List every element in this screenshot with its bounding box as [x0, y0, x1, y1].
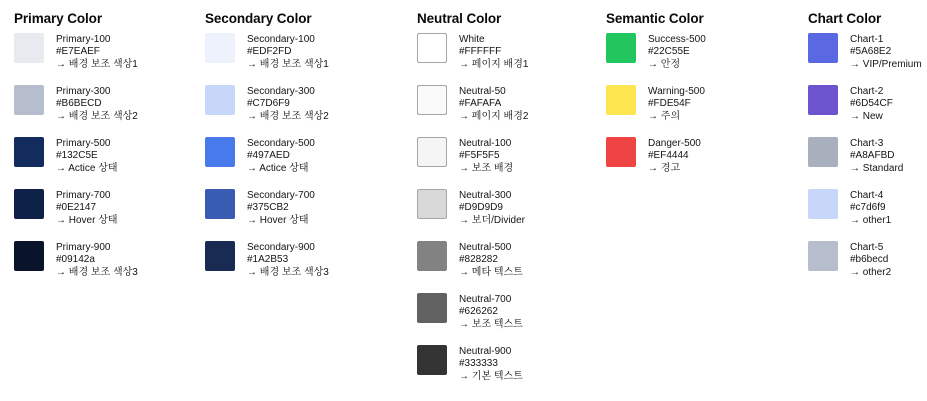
swatch-hex: #FAFAFA — [459, 98, 502, 110]
swatch-name: Chart-1 — [850, 34, 884, 45]
column-title: Neutral Color — [417, 11, 502, 26]
swatch-text — [56, 86, 138, 123]
swatch-row — [417, 241, 607, 278]
swatch-text — [247, 190, 315, 227]
swatch-name: Primary-500 — [56, 138, 111, 149]
swatch-hex: #1A2B53 — [247, 254, 289, 266]
swatch-text — [459, 190, 525, 227]
swatch-text — [247, 86, 329, 123]
color-column — [205, 11, 395, 293]
swatch-row — [808, 189, 923, 226]
swatch-hex: #22C55E — [648, 46, 690, 58]
swatch-usage: → Standard — [850, 162, 904, 174]
color-swatch — [14, 33, 44, 63]
swatch-row — [808, 85, 923, 122]
swatch-hex: #B6BECD — [56, 98, 102, 110]
swatch-usage: → 보조 배경 — [459, 162, 514, 174]
swatch-hex: #132C5E — [56, 150, 98, 162]
swatch-hex: #b6becd — [850, 254, 889, 266]
swatch-row — [417, 345, 607, 382]
swatch-usage: → other2 — [850, 266, 892, 278]
column-title: Chart Color — [808, 11, 882, 26]
swatch-name: Secondary-300 — [247, 86, 315, 97]
swatch-name: Secondary-900 — [247, 242, 315, 253]
swatch-row — [14, 85, 204, 122]
swatch-text — [850, 242, 891, 279]
swatch-usage: → 배경 보조 색상3 — [247, 266, 329, 278]
swatch-name: Secondary-100 — [247, 34, 315, 45]
color-swatch — [606, 137, 636, 167]
color-swatch — [808, 33, 838, 63]
color-swatch — [417, 137, 447, 167]
swatch-hex: #EF4444 — [648, 150, 689, 162]
swatch-usage: → Actice 상태 — [56, 162, 118, 174]
color-swatch — [14, 85, 44, 115]
swatch-row — [606, 33, 796, 70]
swatch-usage: → 보더/Divider — [459, 214, 525, 226]
swatch-name: Neutral-500 — [459, 242, 512, 253]
swatch-name: White — [459, 34, 485, 45]
column-title: Primary Color — [14, 11, 102, 26]
color-swatch — [606, 33, 636, 63]
swatch-text — [850, 86, 893, 123]
swatch-text — [850, 190, 891, 227]
swatch-text — [459, 242, 523, 279]
swatch-usage: → New — [850, 110, 883, 122]
swatch-name: Neutral-700 — [459, 294, 512, 305]
swatch-text — [648, 138, 701, 175]
swatch-rows — [417, 33, 607, 382]
swatch-name: Secondary-700 — [247, 190, 315, 201]
swatch-usage: → 배경 보조 색상3 — [56, 266, 138, 278]
swatch-text — [247, 34, 329, 71]
swatch-hex: #FFFFFF — [459, 46, 502, 58]
swatch-text — [648, 86, 705, 123]
swatch-text — [56, 242, 138, 279]
color-swatch — [14, 241, 44, 271]
swatch-row — [14, 189, 204, 226]
swatch-text — [247, 138, 315, 175]
swatch-hex: #5A68E2 — [850, 46, 892, 58]
color-column — [606, 11, 796, 189]
swatch-name: Primary-300 — [56, 86, 111, 97]
swatch-hex: #09142a — [56, 254, 95, 266]
swatch-row — [417, 137, 607, 174]
color-swatch — [417, 241, 447, 271]
swatch-hex: #A8AFBD — [850, 150, 895, 162]
swatch-hex: #FDE54F — [648, 98, 691, 110]
color-column — [808, 11, 923, 293]
swatch-hex: #EDF2FD — [247, 46, 292, 58]
swatch-text — [850, 138, 903, 175]
color-swatch — [417, 189, 447, 219]
swatch-row — [417, 85, 607, 122]
swatch-name: Chart-2 — [850, 86, 884, 97]
swatch-row — [808, 33, 923, 70]
swatch-rows — [14, 33, 204, 278]
color-swatch — [808, 137, 838, 167]
swatch-row — [417, 33, 607, 70]
swatch-usage: → 보조 텍스트 — [459, 318, 523, 330]
swatch-hex: #626262 — [459, 306, 498, 318]
swatch-hex: #375CB2 — [247, 202, 289, 214]
color-swatch — [808, 189, 838, 219]
swatch-usage: → 배경 보조 색상1 — [247, 58, 329, 70]
swatch-text — [850, 34, 922, 71]
swatch-row — [606, 85, 796, 122]
swatch-usage: → VIP/Premium — [850, 58, 922, 70]
swatch-text — [459, 34, 528, 71]
swatch-hex: #333333 — [459, 358, 498, 370]
swatch-row — [14, 137, 204, 174]
swatch-text — [459, 294, 523, 331]
swatch-name: Success-500 — [648, 34, 706, 45]
swatch-usage: → 배경 보조 색상2 — [247, 110, 329, 122]
swatch-row — [205, 33, 395, 70]
swatch-usage: → Hover 상태 — [56, 214, 118, 226]
swatch-row — [14, 241, 204, 278]
swatch-name: Secondary-500 — [247, 138, 315, 149]
swatch-text — [459, 138, 513, 175]
swatch-usage: → 주의 — [648, 110, 681, 122]
color-column — [417, 11, 607, 397]
swatch-name: Danger-500 — [648, 138, 701, 149]
color-swatch — [606, 85, 636, 115]
swatch-hex: #6D54CF — [850, 98, 893, 110]
swatch-text — [648, 34, 706, 71]
swatch-name: Chart-3 — [850, 138, 884, 149]
color-swatch — [205, 189, 235, 219]
color-swatch — [205, 137, 235, 167]
color-swatch — [205, 241, 235, 271]
swatch-text — [56, 34, 138, 71]
swatch-usage: → 메타 텍스트 — [459, 266, 523, 278]
swatch-row — [205, 189, 395, 226]
swatch-usage: → other1 — [850, 214, 892, 226]
swatch-row — [808, 241, 923, 278]
swatch-text — [459, 86, 528, 123]
swatch-name: Neutral-100 — [459, 138, 512, 149]
color-swatch — [417, 33, 447, 63]
column-title: Secondary Color — [205, 11, 312, 26]
swatch-name: Chart-4 — [850, 190, 884, 201]
swatch-row — [606, 137, 796, 174]
swatch-row — [417, 293, 607, 330]
swatch-hex: #497AED — [247, 150, 290, 162]
swatch-name: Neutral-300 — [459, 190, 512, 201]
color-column — [14, 11, 204, 293]
swatch-usage: → 경고 — [648, 162, 681, 174]
swatch-usage: → 배경 보조 색상1 — [56, 58, 138, 70]
swatch-row — [14, 33, 204, 70]
color-swatch — [14, 137, 44, 167]
color-swatch — [808, 85, 838, 115]
swatch-hex: #D9D9D9 — [459, 202, 503, 214]
swatch-text — [459, 346, 523, 383]
color-swatch — [808, 241, 838, 271]
swatch-name: Chart-5 — [850, 242, 884, 253]
swatch-hex: #C7D6F9 — [247, 98, 290, 110]
swatch-usage: → 배경 보조 색상2 — [56, 110, 138, 122]
swatch-rows — [606, 33, 796, 174]
swatch-text — [56, 138, 118, 175]
swatch-rows — [808, 33, 923, 278]
swatch-name: Primary-900 — [56, 242, 111, 253]
swatch-row — [205, 85, 395, 122]
swatch-usage: → 안정 — [648, 58, 681, 70]
swatch-name: Neutral-50 — [459, 86, 506, 97]
color-swatch — [14, 189, 44, 219]
swatch-hex: #c7d6f9 — [850, 202, 886, 214]
swatch-usage: → 페이지 배경1 — [459, 58, 529, 70]
swatch-name: Warning-500 — [648, 86, 705, 97]
color-swatch — [205, 85, 235, 115]
color-swatch — [205, 33, 235, 63]
color-swatch — [417, 293, 447, 323]
swatch-name: Primary-700 — [56, 190, 111, 201]
swatch-row — [808, 137, 923, 174]
color-swatch — [417, 85, 447, 115]
swatch-text — [247, 242, 329, 279]
swatch-usage: → 페이지 배경2 — [459, 110, 529, 122]
swatch-usage: → Actice 상태 — [247, 162, 309, 174]
swatch-text — [56, 190, 118, 227]
swatch-rows — [205, 33, 395, 278]
swatch-hex: #0E2147 — [56, 202, 97, 214]
color-swatch — [417, 345, 447, 375]
swatch-usage: → Hover 상태 — [247, 214, 309, 226]
swatch-usage: → 기본 텍스트 — [459, 370, 523, 382]
swatch-hex: #E7EAEF — [56, 46, 100, 58]
swatch-name: Neutral-900 — [459, 346, 512, 357]
swatch-row — [417, 189, 607, 226]
column-title: Semantic Color — [606, 11, 704, 26]
swatch-row — [205, 241, 395, 278]
swatch-hex: #828282 — [459, 254, 498, 266]
swatch-row — [205, 137, 395, 174]
swatch-hex: #F5F5F5 — [459, 150, 500, 162]
swatch-name: Primary-100 — [56, 34, 111, 45]
